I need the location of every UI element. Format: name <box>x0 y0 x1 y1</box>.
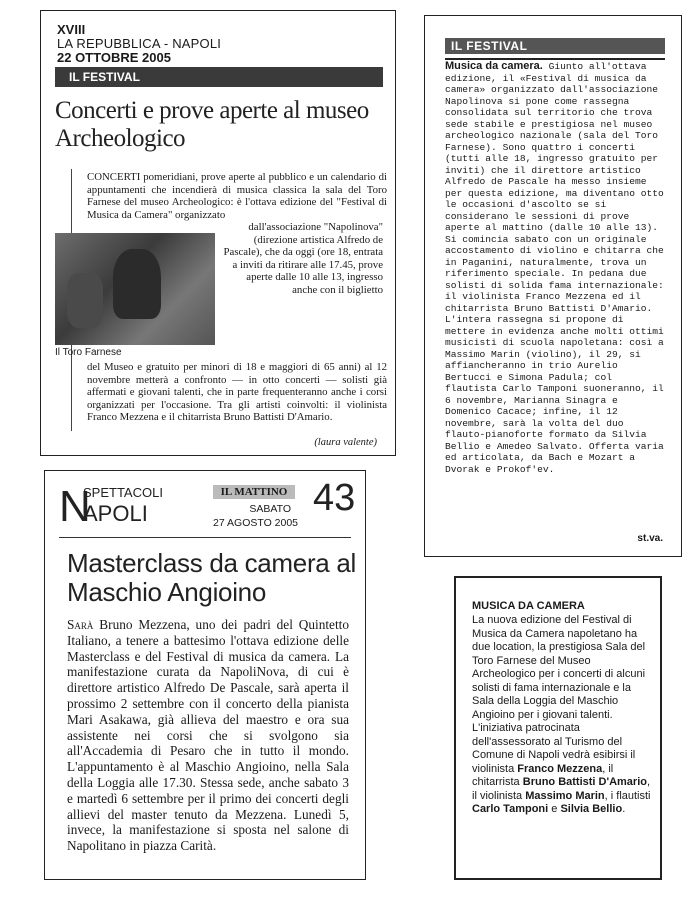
article-first-word: Sarà <box>67 617 94 632</box>
article-lead: Musica da camera. <box>445 60 543 72</box>
article-body-bottom: del Museo e gratuito per minori di 18 e maggiori di 65 anni) al 12 novembre metterà a confronto — in otto concerti — solisti già affermati e giovani talenti, che in parte frequenteranno anche i corsi organizzati per l'occasione. Tra gli artisti coinvolti: il violinista Franco Mezzena e il chitarrista Bruno Battisti D'Amario. <box>87 361 387 424</box>
artist-name: Bruno Battisti D'Amario <box>522 776 647 788</box>
article-text-2: L'intera rassegna si propone di mettere in evidenza anche molti ottimi musicisti di scuola napoletana: così a Massimo Marin (violino), il 29, si affiancheranno in trio Aurelio Bertucci e Simona Padula; col flautista Carlo Tamponi suoneranno, il 6 novembre, Marianna Sinagra e Domenico Cacace; infine, il 12 novembre, sarà la volta del duo flauto-pianoforte formato da Silvia Bellio e Amedeo Salvato. Offerta varia ed articolata, da Bach e Mozart a Dvorak e Prokof'ev. <box>445 314 664 475</box>
musica-da-camera-clipping <box>454 576 662 880</box>
article-title: MUSICA DA CAMERA <box>472 600 585 612</box>
logo-spettacoli: SPETTACOLI <box>83 485 163 500</box>
article-body <box>67 617 349 854</box>
statue-shape <box>113 249 161 319</box>
article-text: Bruno Mezzena, uno dei padri del Quintetto Italiano, a tenere a battesimo l'ottava edizione delle Masterclass e del Festival di musica da camera. La manifestazione curata da NapoliNova, di cui è direttore artistico Alfredo De Pascale, sarà aperta il prossimo 2 settembre con il concerto della pianista Mari Asakawa, già allieva del maestro e ora sua assistente nei corsi che si svolgono sia all'Accademia di Pesaro che in tutto il mondo. L'appuntamento è al Maschio Angioino, nella Sala della Loggia alle 17.30. Stessa sede, anche sabato 3 e martedì 6 settembre per il primo dei concerti degli allievi del master tenuto da Mezzena. Lunedì 5, invece, la manifestazione si sposta nel salone di Napolitano in piazza Carità. <box>67 617 349 854</box>
text-segment: e <box>548 803 561 815</box>
artist-name: Franco Mezzena <box>517 762 603 775</box>
text-segment: La nuova edizione del Festival di Musica da Camera napoletano ha due location, la prestigiosa Sala del Toro Farnese del Museo Archeologico per i concerti di alcuni solisti di fama internazionale e la Sala della Loggia del Maschio Angioino per i giovani talenti. L'iniziativa patrocinata dell'assessorato al Turismo del Comune di Napoli vedrà esibirsi il violinista <box>472 614 646 775</box>
headline: Concerti e prove aperte al museo Archeologico <box>55 97 369 152</box>
article-body <box>472 614 652 817</box>
mattino-clipping <box>44 470 366 880</box>
paper-name: IL MATTINO <box>213 485 295 499</box>
repubblica-clipping <box>40 10 396 456</box>
article-body <box>445 61 667 475</box>
artist-name: Carlo Tamponi <box>472 803 549 815</box>
article-body-top: CONCERTI pomeridiani, prove aperte al pubblico e un calendario di appuntamenti che incendierà di musica classica la sala del Toro Farnese del museo Archeologico: è l'ottava edizione del "Festival di Musica da Camera" organizzato <box>87 171 387 221</box>
text-segment: , il violinista <box>472 776 651 802</box>
page-number: 43 <box>313 477 356 519</box>
text-segment: , il chitarrista <box>472 762 614 788</box>
masthead <box>57 23 221 65</box>
section-label: IL FESTIVAL <box>55 67 383 87</box>
statue-shape <box>67 273 103 328</box>
logo-letter: N <box>59 482 91 531</box>
author-signature: st.va. <box>637 533 663 544</box>
toro-farnese-photo <box>55 233 215 345</box>
masthead-paper: LA REPUBBLICA - NAPOLI <box>57 36 222 51</box>
logo-apoli: APOLI <box>83 501 148 526</box>
text-segment: . <box>622 803 626 815</box>
header-rule <box>59 537 351 538</box>
author-signature: (laura valente) <box>314 437 377 448</box>
article-text: Giunto all'ottava edizione, il «Festival di musica da camera» organizzato dall'associazione Napolinova si pone come rassegna consolidata sul territorio che trova sede stabile e prestigiosa nel museo archeologico nazionale (sala del Toro Farnese). Sono quattro i concerti (tutti alle 18, ingresso gratuito per inviti) che il direttore artistico Alfredo de Pascale ha messo insieme per questa edizione, ma diventano otto le occasioni d'ascolto se si considerano le sessioni di prove aperte al mattino (dalle 10 alle 13). Si comincia sabato con un originale accostamento di violino e chitarra che in Paganini, naturalmente, trova un riferimento speciale. In pedana due solisti di solida fama internazionale: il violinista Franco Mezzena ed il chitarrista Bruno Battisti D'Amario. <box>445 61 664 314</box>
masthead-page: XVIII <box>57 22 86 37</box>
article-body-right: dall'associazione "Napolinova" (direzione artistica Alfredo de Pascale), che da oggi (ore 18, entrata a inviti da ritirare alle 17.45, prove aperte dalle 10 alle 13, ingresso anche con il biglietto <box>223 221 383 296</box>
headline: Masterclass da camera al Maschio Angioino <box>67 548 357 607</box>
festival-clipping <box>424 15 682 557</box>
artist-name: Silvia Bellio <box>560 803 623 815</box>
artist-name: Massimo Marin <box>525 789 605 802</box>
photo-caption: Il Toro Farnese <box>55 347 122 358</box>
issue-date: 27 AGOSTO 2005 <box>213 517 299 529</box>
issue-day: SABATO <box>249 503 291 515</box>
napoli-spettacoli-logo <box>59 483 189 531</box>
text-segment: , i flautisti <box>604 789 651 802</box>
masthead-date: 22 OTTOBRE 2005 <box>57 50 171 65</box>
section-label: IL FESTIVAL <box>445 38 665 54</box>
